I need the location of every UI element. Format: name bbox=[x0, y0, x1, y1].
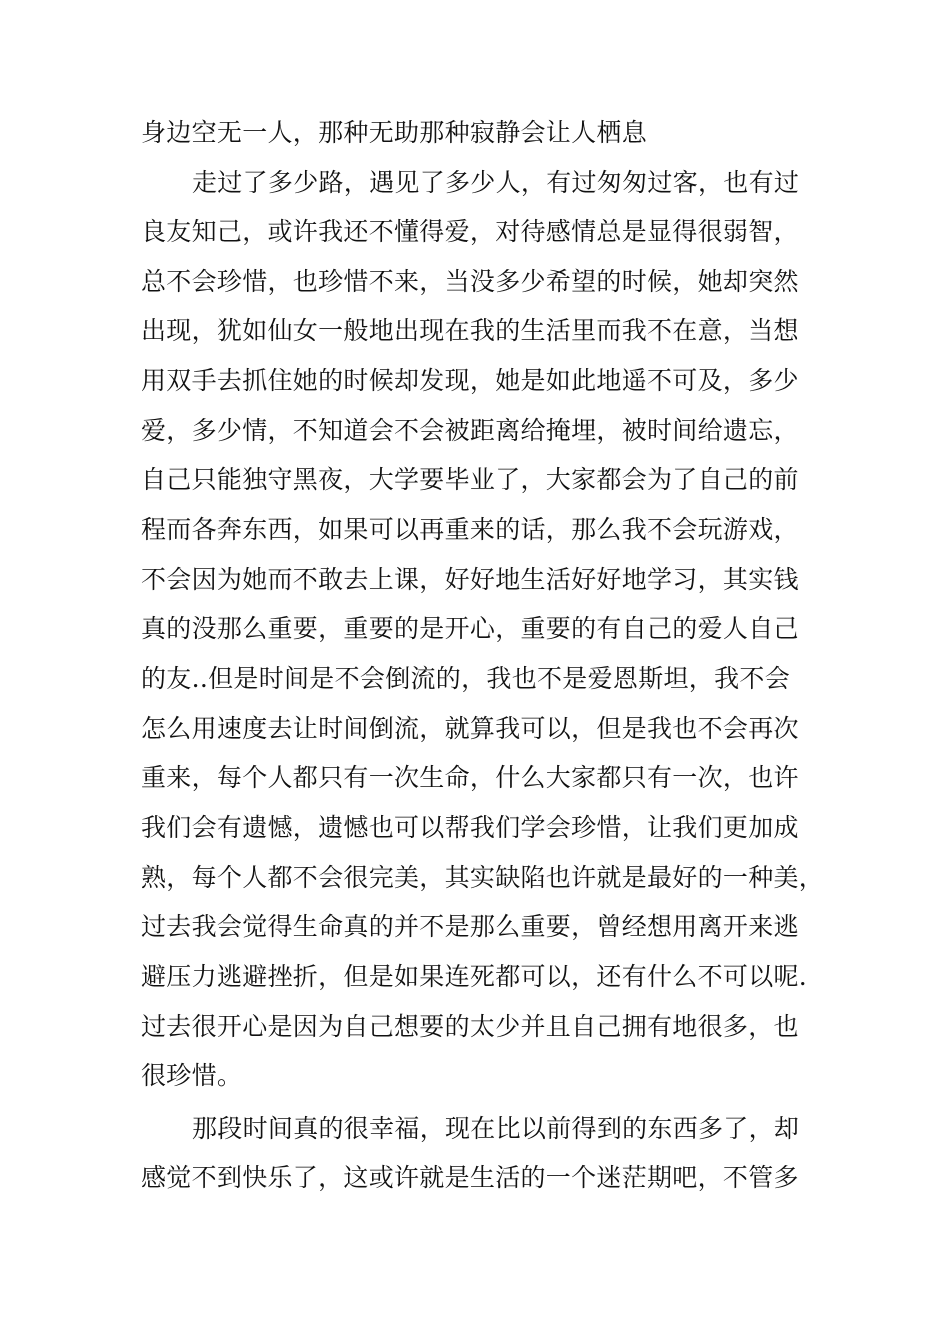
text-line: 身边空无一人，那种无助那种寂静会让人栖息 bbox=[141, 118, 648, 147]
text-line: 程而各奔东西，如果可以再重来的话，那么我不会玩游戏， bbox=[141, 515, 799, 544]
text-line: 用双手去抓住她的时候却发现，她是如此地遥不可及，多少 bbox=[141, 366, 799, 395]
text-line: 感觉不到快乐了，这或许就是生活的一个迷茫期吧，不管多 bbox=[141, 1163, 799, 1192]
text-line: 自己只能独守黑夜，大学要毕业了，大家都会为了自己的前 bbox=[141, 465, 799, 494]
text-line: 过去我会觉得生命真的并不是那么重要，曾经想用离开来逃 bbox=[141, 912, 799, 941]
text-line: 很珍惜。 bbox=[141, 1061, 243, 1090]
text-line: 的友..但是时间是不会倒流的，我也不是爱恩斯坦，我不会 bbox=[141, 664, 790, 693]
text-line: 重来，每个人都只有一次生命，什么大家都只有一次，也许 bbox=[141, 763, 799, 792]
text-line: 出现，犹如仙女一般地出现在我的生活里而我不在意，当想 bbox=[141, 316, 799, 345]
text-line: 避压力逃避挫折，但是如果连死都可以，还有什么不可以呢. bbox=[141, 962, 808, 991]
text-line: 真的没那么重要，重要的是开心，重要的有自己的爱人自己 bbox=[141, 614, 799, 643]
text-line: 总不会珍惜，也珍惜不来，当没多少希望的时候，她却突然 bbox=[141, 267, 799, 296]
text-line: 爱，多少情，不知道会不会被距离给掩埋，被时间给遗忘， bbox=[141, 416, 799, 445]
text-line: 我们会有遗憾，遗憾也可以帮我们学会珍惜，让我们更加成 bbox=[141, 813, 799, 842]
text-line: 良友知己，或许我还不懂得爱，对待感情总是显得很弱智， bbox=[141, 217, 799, 246]
text-line: 过去很开心是因为自己想要的太少并且自己拥有地很多，也 bbox=[141, 1012, 799, 1041]
text-line: 怎么用速度去让时间倒流，就算我可以，但是我也不会再次 bbox=[141, 714, 799, 743]
text-line: 那段时间真的很幸福，现在比以前得到的东西多了，却 bbox=[192, 1114, 800, 1143]
text-line: 不会因为她而不敢去上课，好好地生活好好地学习，其实钱 bbox=[141, 565, 799, 594]
text-line: 走过了多少路，遇见了多少人，有过匆匆过客，也有过 bbox=[192, 168, 800, 197]
text-line: 熟，每个人都不会很完美，其实缺陷也许就是最好的一种美， bbox=[141, 863, 825, 892]
